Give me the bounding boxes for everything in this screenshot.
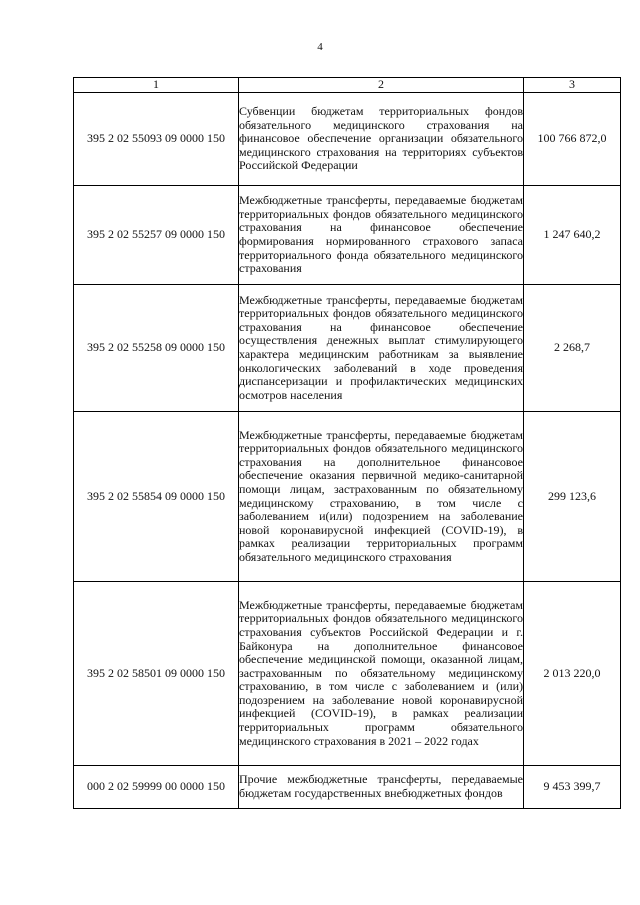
table-row xyxy=(74,766,621,809)
description-text: Межбюджетные трансферты, передаваемые бюджетам территориальных фондов обязательного медицинского страхования на финансовое обеспечение осуществления денежных выплат стимулирующего характера медицинским работникам за выявление онкологических заболеваний в ходе проведения диспансеризации и профилактических медицинских осмотров населения xyxy=(239,292,523,402)
description-cell xyxy=(239,186,524,285)
table-row xyxy=(74,412,621,582)
budget-code-cell: 395 2 02 55258 09 0000 150 xyxy=(74,285,239,412)
page-number: 4 xyxy=(317,41,323,53)
description-text: Межбюджетные трансферты, передаваемые бюджетам территориальных фондов обязательного медицинского страхования на дополнительное финансовое обеспечение оказания первичной медико-санитарной помощи лицам, застрахованным по обязательному медицинскому страхованию, в том числе с заболеванием и(или) подозрением на заболевание новой коронавирусной инфекцией (COVID-19), в рамках реализации территориальных программ обязательного медицинского страхования xyxy=(239,427,523,564)
description-cell xyxy=(239,412,524,582)
column-header-description: 2 xyxy=(239,78,524,93)
description-text: Межбюджетные трансферты, передаваемые бюджетам территориальных фондов обязательного медицинского страхования субъектов Российской Федерации и г. Байконура на дополнительное финансовое обеспечение медицинской помощи, оказанной лицам, застрахованным по обязательному медицинскому страхованию, в том числе с заболеванием и (или) подозрением на заболевание новой коронавирусной инфекцией (COVID-19), в рамках реализации территориальных программ обязательного медицинского страхования в 2021 – 2022 годах xyxy=(239,597,523,748)
amount-cell: 2 013 220,0 xyxy=(524,582,621,766)
description-text: Прочие межбюджетные трансферты, передаваемые бюджетам государственных внебюджетных фондов xyxy=(239,772,523,800)
amount-cell: 9 453 399,7 xyxy=(524,766,621,809)
amount-cell: 2 268,7 xyxy=(524,285,621,412)
budget-code-cell: 395 2 02 58501 09 0000 150 xyxy=(74,582,239,766)
description-text: Межбюджетные трансферты, передаваемые бюджетам территориальных фондов обязательного медицинского страхования на финансовое обеспечение формирования нормированного страхового запаса территориального фонда обязательного медицинского страхования xyxy=(239,193,523,276)
description-cell xyxy=(239,93,524,186)
column-header-amount: 3 xyxy=(524,78,621,93)
description-cell xyxy=(239,766,524,809)
table-header-row xyxy=(74,78,621,93)
budget-code-cell: 395 2 02 55093 09 0000 150 xyxy=(74,93,239,186)
table-row xyxy=(74,93,621,186)
description-cell xyxy=(239,582,524,766)
amount-cell: 100 766 872,0 xyxy=(524,93,621,186)
budget-table xyxy=(73,77,621,809)
table-row xyxy=(74,582,621,766)
budget-code-cell: 395 2 02 55854 09 0000 150 xyxy=(74,412,239,582)
budget-code-cell: 395 2 02 55257 09 0000 150 xyxy=(74,186,239,285)
description-cell xyxy=(239,285,524,412)
column-header-code: 1 xyxy=(74,78,239,93)
description-text: Субвенции бюджетам территориальных фондов обязательного медицинского страхования на финансовое обеспечение организации обязательного медицинского страхования на территориях субъектов Российской Федерации xyxy=(239,104,523,173)
table-row xyxy=(74,285,621,412)
budget-code-cell: 000 2 02 59999 00 0000 150 xyxy=(74,766,239,809)
amount-cell: 299 123,6 xyxy=(524,412,621,582)
amount-cell: 1 247 640,2 xyxy=(524,186,621,285)
table-row xyxy=(74,186,621,285)
